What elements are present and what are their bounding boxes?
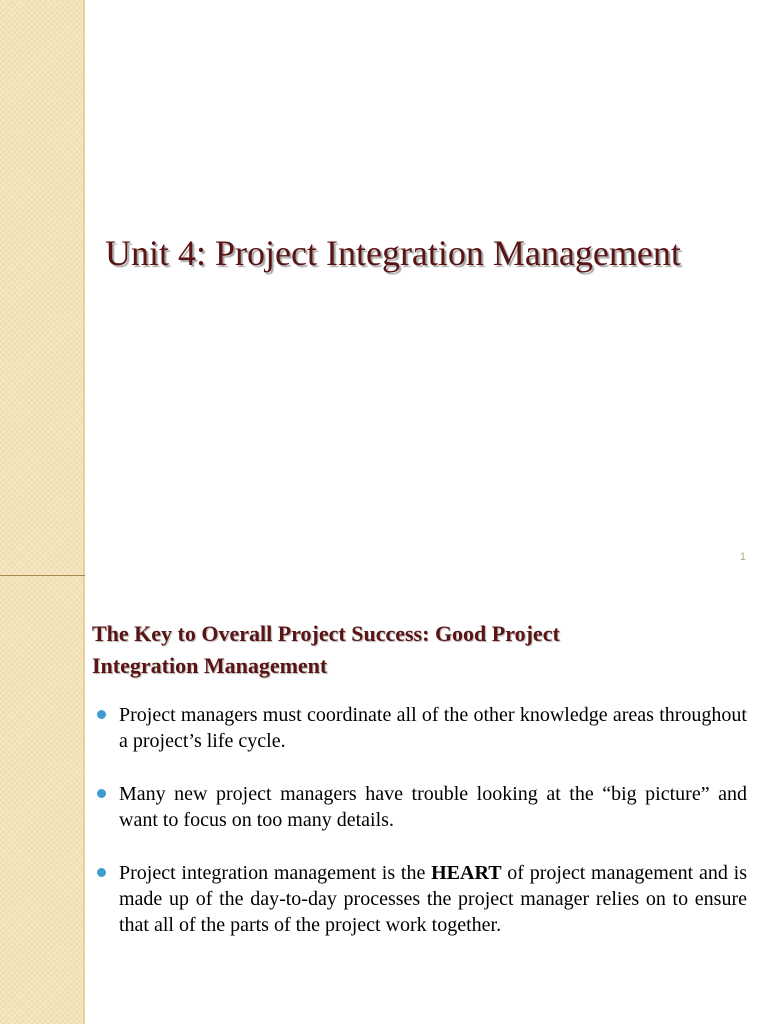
bullet-text-before: Project integration management is the — [119, 862, 432, 884]
bullet-dot-icon — [97, 789, 106, 798]
sidebar-edge — [83, 576, 85, 1024]
bullet-text — [119, 862, 747, 936]
section-heading-line-2: Integration Management — [92, 653, 328, 678]
bullet-item — [93, 781, 747, 833]
slide-2 — [0, 576, 768, 1024]
bullet-list — [93, 702, 747, 965]
decorative-sidebar — [0, 0, 83, 576]
bullet-emphasis: HEART — [431, 862, 502, 884]
slide-number: 1 — [739, 551, 746, 563]
bullet-dot-icon — [97, 868, 106, 877]
bullet-item — [93, 860, 747, 938]
bullet-text: Project managers must coordinate all of the other knowledge areas throughout a project’s life cycle. — [119, 704, 747, 752]
slide-title: Unit 4: Project Integration Management — [105, 233, 681, 273]
section-heading — [92, 618, 732, 682]
sidebar-edge — [83, 0, 85, 576]
bullet-dot-icon — [97, 710, 106, 719]
decorative-sidebar — [0, 576, 83, 1024]
section-heading-line-1: The Key to Overall Project Success: Good Project — [92, 621, 560, 646]
bullet-text-after: of project management and is made up of the day-to-day processes the project manager relies on to ensure that all of the parts of the project work together. — [119, 862, 747, 936]
bullet-text: Many new project managers have trouble looking at the “big picture” and want to focus on too many details. — [119, 783, 747, 831]
bullet-item — [93, 702, 747, 754]
